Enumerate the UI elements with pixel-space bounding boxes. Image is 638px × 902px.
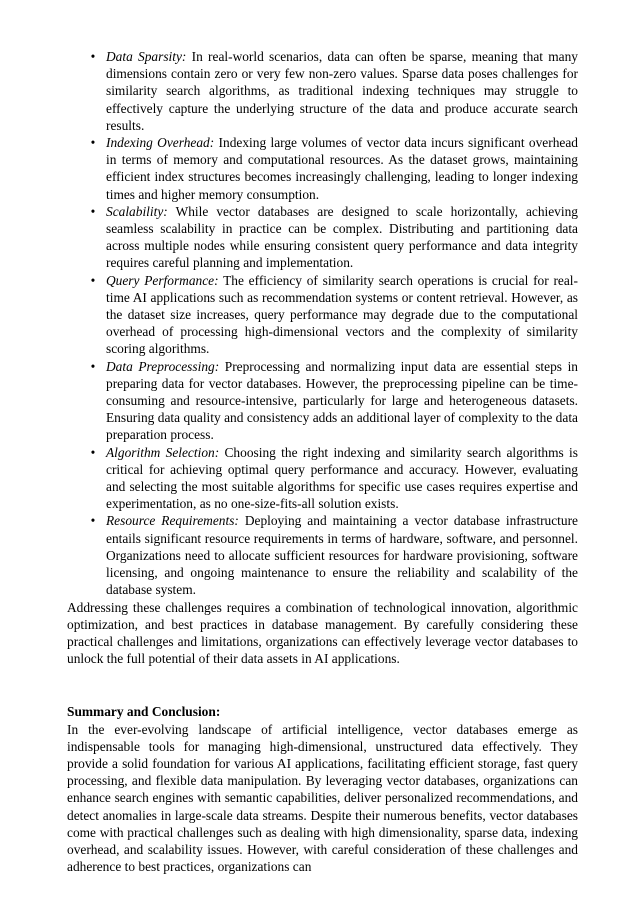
list-item-term: Data Preprocessing: (106, 358, 220, 374)
list-item (67, 272, 578, 358)
section-heading: Summary and Conclusion: (67, 704, 221, 720)
list-item (67, 48, 578, 134)
challenges-list (67, 48, 578, 599)
list-item (67, 134, 578, 203)
list-item-term: Scalability: (106, 203, 168, 219)
list-item-text: Preprocessing and normalizing input data are essential steps in preparing data for vector databases. However, the preprocessing pipeline can be time-consuming and resource-intensive, particularly for large and heterogeneous datasets. Ensuring data quality and consistency adds an additional layer of complexity to the data preparation process. (106, 358, 578, 443)
list-item (67, 358, 578, 444)
list-item-text: Deploying and maintaining a vector database infrastructure entails significant resource requirements in terms of hardware, software, and personnel. Organizations need to allocate sufficient resources for hardware provisioning, software licensing, and ongoing maintenance to ensure the reliability and scalability of the database system. (106, 513, 578, 598)
bullet-icon: • (90, 272, 96, 288)
list-item-text: The efficiency of similarity search operations is crucial for real-time AI applications such as recommendation systems or content retrieval. However, as the dataset size increases, query performance may degrade due to the computational overhead of processing high-dimensional vectors and the complexity of similarity scoring algorithms. (106, 272, 578, 357)
list-item-term: Resource Requirements: (106, 513, 239, 529)
page-content (67, 48, 578, 875)
list-item (67, 444, 578, 513)
list-item-text: Indexing large volumes of vector data incurs significant overhead in terms of memory and computational resources. As the dataset grows, maintaining efficient index structures becomes increasingly challenging, leading to longer indexing times and higher memory consumption. (106, 135, 578, 202)
list-item-term: Query Performance: (106, 272, 219, 288)
bullet-icon: • (90, 203, 96, 219)
list-item-text: While vector databases are designed to scale horizontally, achieving seamless scalability in practice can be complex. Distributing and partitioning data across multiple nodes while ensuring consistent query performance and data integrity requires careful planning and implementation. (106, 203, 578, 271)
list-item (67, 203, 578, 272)
bullet-icon: • (90, 444, 96, 460)
bullet-icon: • (90, 135, 96, 151)
challenges-summary-paragraph: Addressing these challenges requires a combination of technological innovation, algorithmic optimization, and best practices in database management. By carefully considering these practical challenges and limitations, organizations can effectively leverage vector databases to unlock the full potential of their data assets in AI applications. (67, 599, 578, 667)
list-item-text: Choosing the right indexing and similarity search algorithms is critical for achieving optimal query performance and accuracy. However, evaluating and selecting the most suitable algorithms for specific use cases requires expertise and experimentation, as no one-size-fits-all solution exists. (106, 444, 578, 512)
bullet-icon: • (90, 358, 96, 374)
list-item-term: Indexing Overhead: (106, 135, 215, 151)
bullet-icon: • (90, 49, 96, 64)
list-item (67, 512, 578, 598)
list-item-term: Algorithm Selection: (106, 444, 220, 460)
conclusion-paragraph: In the ever-evolving landscape of artificial intelligence, vector databases emerge as indispensable tools for managing high-dimensional, unstructured data effectively. They provide a solid foundation for various AI applications, facilitating efficient storage, fast query processing, and flexible data manipulation. By leveraging vector databases, organizations can enhance search engines with semantic capabilities, deliver personalized recommendations, and detect anomalies in large-scale data streams. Despite their numerous benefits, vector databases come with practical challenges such as dealing with high dimensionality, sparse data, indexing overhead, and scalability issues. However, with careful consideration of these challenges and adherence to best practices, organizations can (67, 721, 578, 875)
list-item-text: In real-world scenarios, data can often be sparse, meaning that many dimensions contain zero or very few non-zero values. Sparse data poses challenges for similarity search algorithms, as traditional indexing techniques may struggle to effectively capture the underlying structure of the data and produce accurate search results. (106, 49, 579, 133)
bullet-icon: • (90, 513, 96, 529)
list-item-term: Data Sparsity: (106, 49, 187, 64)
